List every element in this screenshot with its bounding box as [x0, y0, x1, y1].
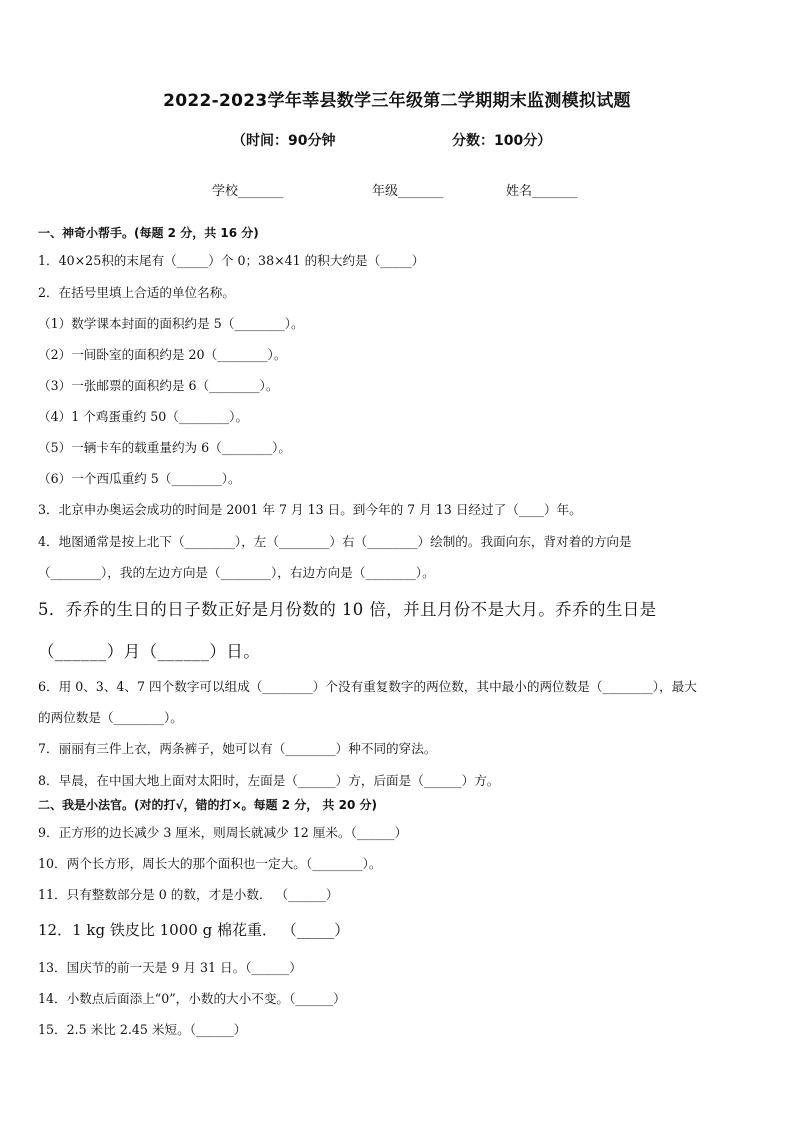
question-8: 8．早晨，在中国大地上面对太阳时，左面是（______）方，后面是（______）方。: [38, 773, 500, 788]
question-2: 2．在括号里填上合适的单位名称。: [38, 285, 235, 300]
question-6-line-1: 6．用 0、3、4、7 四个数字可以组成（________）个没有重复数字的两位数，其中最小的两位数是（________），最大: [38, 679, 697, 694]
name-field: 姓名_______: [506, 184, 578, 199]
question-3: 3．北京申办奥运会成功的时间是 2001 年 7 月 13 日。到今年的 7 月 13 日经过了（____）年。: [38, 502, 582, 517]
school-field: 学校_______: [212, 184, 284, 199]
question-2-5: （5）一辆卡车的载重量约为 6（________）。: [38, 440, 292, 455]
grade-field: 年级_______: [372, 184, 444, 199]
question-11: 11．只有整数部分是 0 的数，才是小数． （______）: [38, 887, 339, 902]
question-4-line-1: 4．地图通常是按上北下（________），左（________）右（________）绘制的。我面向东，背对着的方向是: [38, 534, 632, 549]
page-title: 2022-2023学年莘县数学三年级第二学期期末监测模拟试题: [163, 91, 631, 111]
section-heading-1: 一、神奇小帮手。(每题 2 分，共 16 分): [38, 226, 259, 240]
question-2-2: （2）一间卧室的面积约是 20（________）。: [38, 347, 287, 362]
question-2-6: （6）一个西瓜重约 5（________）。: [38, 471, 241, 486]
exam-time: （时间：90分钟: [232, 133, 336, 149]
question-4-line-2: （________），我的左边方向是（________），右边方向是（________）。: [38, 565, 435, 580]
exam-score: 分数：100分）: [452, 133, 552, 149]
question-15: 15．2.5 米比 2.45 米短。（______）: [38, 1022, 247, 1037]
question-2-4: （4）1 个鸡蛋重约 50（________）。: [38, 409, 249, 424]
question-5-line-1: 5．乔乔的生日的日子数正好是月份数的 10 倍，并且月份不是大月。乔乔的生日是: [38, 600, 657, 619]
question-14: 14．小数点后面添上“0”，小数的大小不变。（______）: [38, 991, 346, 1006]
question-9: 9．正方形的边长减少 3 厘米，则周长就减少 12 厘米。（______）: [38, 825, 408, 840]
question-5-line-2: （______）月（______）日。: [38, 642, 261, 661]
question-2-3: （3）一张邮票的面积约是 6（________）。: [38, 378, 279, 393]
question-1: 1．40×25积的末尾有（_____）个 0；38×41 的积大约是（_____）: [38, 253, 425, 268]
question-13: 13．国庆节的前一天是 9 月 31 日。（______）: [38, 960, 302, 975]
question-7: 7．丽丽有三件上衣，两条裤子，她可以有（________）种不同的穿法。: [38, 741, 437, 756]
question-10: 10．两个长方形，周长大的那个面积也一定大。（________）。: [38, 856, 382, 871]
question-2-1: （1）数学课本封面的面积约是 5（________）。: [38, 316, 304, 331]
question-6-line-2: 的两位数是（________）。: [38, 710, 183, 725]
section-heading-2: 二、我是小法官。(对的打√，错的打×。每题 2 分， 共 20 分): [38, 798, 377, 812]
question-12: 12．1 kg 铁皮比 1000 g 棉花重． （_____）: [38, 921, 350, 939]
